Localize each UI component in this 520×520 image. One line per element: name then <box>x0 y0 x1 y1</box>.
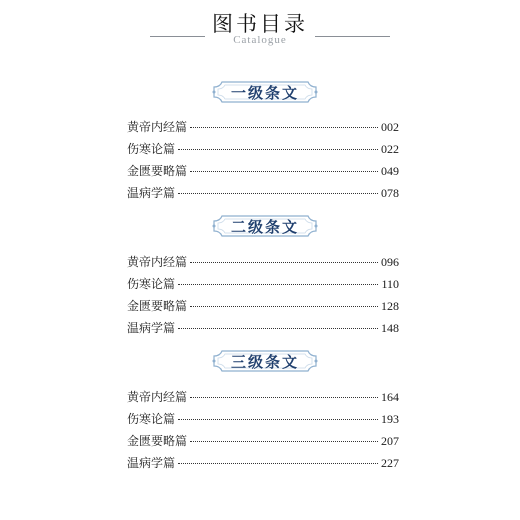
toc-entry-page: 022 <box>381 142 399 156</box>
toc-entry[interactable] <box>127 184 399 200</box>
toc-entry-title: 伤寒论篇 <box>127 412 176 426</box>
toc-entry[interactable] <box>127 253 399 269</box>
toc-entry-title: 金匮要略篇 <box>127 299 188 313</box>
toc-entry-title: 温病学篇 <box>127 186 176 200</box>
toc-entry-title: 伤寒论篇 <box>127 142 176 156</box>
toc-entry-page: 110 <box>381 277 399 291</box>
toc-leader-dots <box>178 149 378 150</box>
toc-entry[interactable] <box>127 162 399 178</box>
toc-leader-dots <box>178 284 378 285</box>
page-subtitle: Catalogue <box>233 34 287 46</box>
toc-entry-title: 温病学篇 <box>127 456 176 470</box>
toc-entry[interactable] <box>127 140 399 156</box>
page-title: 图书目录 <box>212 12 308 36</box>
toc-entry-page: 227 <box>381 456 399 470</box>
toc-entry-page: 078 <box>381 186 399 200</box>
section-heading-1 <box>210 78 320 106</box>
page-header <box>0 0 520 60</box>
toc-entry-title: 温病学篇 <box>127 321 176 335</box>
toc-leader-dots <box>190 262 378 263</box>
toc-entry-title: 黄帝内经篇 <box>127 120 188 134</box>
toc-leader-dots <box>190 397 378 398</box>
toc-entry-title: 黄帝内经篇 <box>127 255 188 269</box>
toc-leader-dots <box>190 441 378 442</box>
toc-entry-page: 049 <box>381 164 399 178</box>
toc-leader-dots <box>190 127 378 128</box>
toc-entry-page: 193 <box>381 412 399 426</box>
toc-leader-dots <box>190 306 378 307</box>
toc-entry-title: 金匮要略篇 <box>127 164 188 178</box>
toc-entry[interactable] <box>127 118 399 134</box>
toc-entry[interactable] <box>127 319 399 335</box>
toc-entry[interactable] <box>127 388 399 404</box>
section-heading-3 <box>210 347 320 375</box>
toc-entry-page: 096 <box>381 255 399 269</box>
toc-leader-dots <box>190 171 378 172</box>
toc-entry-page: 002 <box>381 120 399 134</box>
toc-entry-page: 128 <box>381 299 399 313</box>
toc-entry[interactable] <box>127 297 399 313</box>
toc-entry[interactable] <box>127 432 399 448</box>
section-label: 三级条文 <box>230 353 299 371</box>
toc-entry[interactable] <box>127 410 399 426</box>
toc-leader-dots <box>178 328 378 329</box>
toc-leader-dots <box>178 463 378 464</box>
toc-leader-dots <box>178 419 378 420</box>
toc-entry-page: 207 <box>381 434 399 448</box>
toc-entry-page: 148 <box>381 321 399 335</box>
section-heading-2 <box>210 212 320 240</box>
toc-entry-title: 伤寒论篇 <box>127 277 176 291</box>
toc-entry[interactable] <box>127 454 399 470</box>
toc-entry-page: 164 <box>381 390 399 404</box>
toc-entry-title: 黄帝内经篇 <box>127 390 188 404</box>
toc-leader-dots <box>178 193 378 194</box>
toc-entry-title: 金匮要略篇 <box>127 434 188 448</box>
section-label: 一级条文 <box>230 84 299 102</box>
section-label: 二级条文 <box>230 218 299 236</box>
toc-entry[interactable] <box>127 275 399 291</box>
